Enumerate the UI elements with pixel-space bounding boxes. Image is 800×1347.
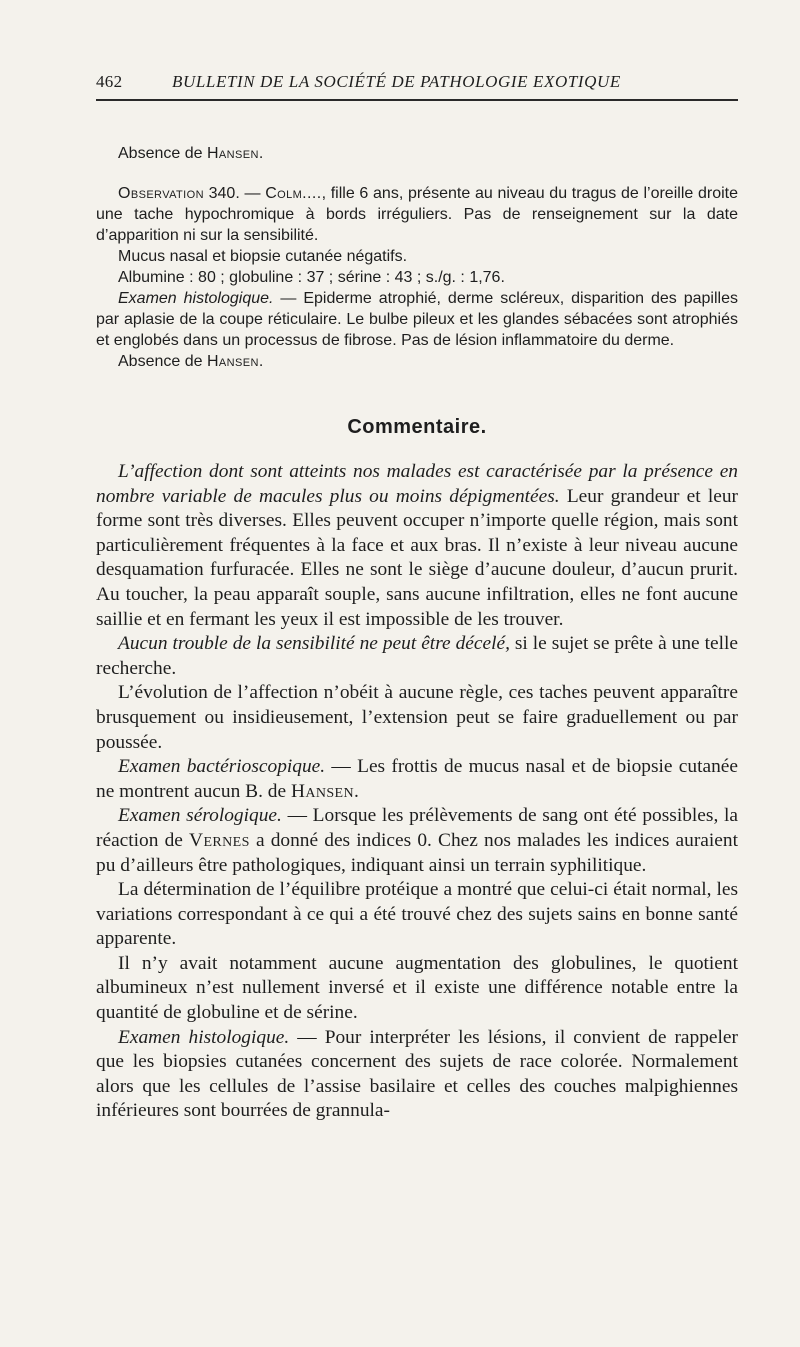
observation-intro: Observation 340. — Colm...., fille 6 ans, présente au niveau du tragus de l’oreille droite une tache hypochromique à bords irréguliers. Pas de renseignement sur la date d’apparition ni sur la sensibilité. — [96, 185, 738, 244]
author-name-hansen: Hansen — [206, 145, 259, 162]
paragraph: La détermination de l’équilibre protéique a montré que celui-ci était normal, les variations correspondant à ce qui a été trouvé chez des sujets sains en bonne santé apparente. — [96, 879, 738, 950]
commentary-body — [96, 460, 738, 1124]
paragraph: Examen bactérioscopique. — Les frottis de mucus nasal et de biopsie cutanée ne montrent aucun B. de Hansen. — [96, 756, 738, 802]
paragraph: Examen histologique. — Pour interpréter les lésions, il convient de rappeler que les biopsies cutanées concernent des sujets de race colorée. Normalement alors que les cellules de l’assise basilaire et celles des couches malpighiennes inférieures sont bourrées de grannula- — [96, 1026, 738, 1122]
paragraph: Il n’y avait notamment aucune augmentation des globulines, le quotient albumineux n’est nullement inversé et il existe une différence notable entre la quantité de globuline et de sérine. — [96, 952, 738, 1024]
section-heading: Commentaire. — [347, 416, 487, 438]
observation-label: Observation — [118, 185, 204, 202]
header-rule — [96, 99, 738, 101]
patient-name: Colm.... — [265, 185, 322, 202]
paragraph: L’affection dont sont atteints nos malades est caractérisée par la présence en nombre variable de macules plus ou moins dépigmentées. Leur grandeur et leur forme sont très diverses. Elles peuvent occuper n’importe quelle région, mais sont particulièrement fréquentes à la face et aux bras. Il n’existe à leur niveau aucune desquamation furfuracée. Elles ne sont le siège d’aucune douleur, d’aucun prurit. Au toucher, la peau apparaît souple, sans aucune infiltration, elles ne font aucune saillie et en fermant les yeux il est impossible de les trouver. — [96, 461, 738, 630]
paragraph: Aucun trouble de la sensibilité ne peut être décelé, si le sujet se prête à une telle recherche. — [96, 633, 738, 679]
observation-block — [96, 183, 738, 372]
paragraph: L’évolution de l’affection n’obéit à aucune règle, ces taches peuvent apparaître brusquement ou insidieusement, l’extension peut se faire graduellement ou par poussée. — [96, 682, 738, 753]
observation-protein-line: Albumine : 80 ; globuline : 37 ; sérine : 43 ; s./g. : 1,76. — [118, 269, 505, 286]
observation-histology: Examen histologique. — Epiderme atrophié, derme scléreux, disparition des papilles par aplasie de la coupe réticulaire. Le bulbe pileux et les glandes sébacées sont atrophiés et englobés dans un processus de fibrose. Pas de lésion inflammatoire du derme. — [96, 290, 738, 349]
running-head — [96, 70, 738, 94]
prior-absence-line: Absence de Hansen. — [118, 145, 264, 162]
journal-title: BULLETIN DE LA SOCIÉTÉ DE PATHOLOGIE EXOTIQUE — [172, 72, 621, 91]
observation-mucus-line: Mucus nasal et biopsie cutanée négatifs. — [118, 248, 408, 265]
observation-absence-line: Absence de Hansen. — [118, 353, 264, 370]
paragraph: Examen sérologique. — Lorsque les prélèvements de sang ont été possibles, la réaction de Vernes a donné des indices 0. Chez nos malades les indices auraient pu d’ailleurs être pathologiques, indiquant ainsi un terrain syphilitique. — [96, 805, 738, 876]
histology-label: Examen histologique. — [118, 290, 274, 307]
page-number: 462 — [96, 72, 123, 91]
